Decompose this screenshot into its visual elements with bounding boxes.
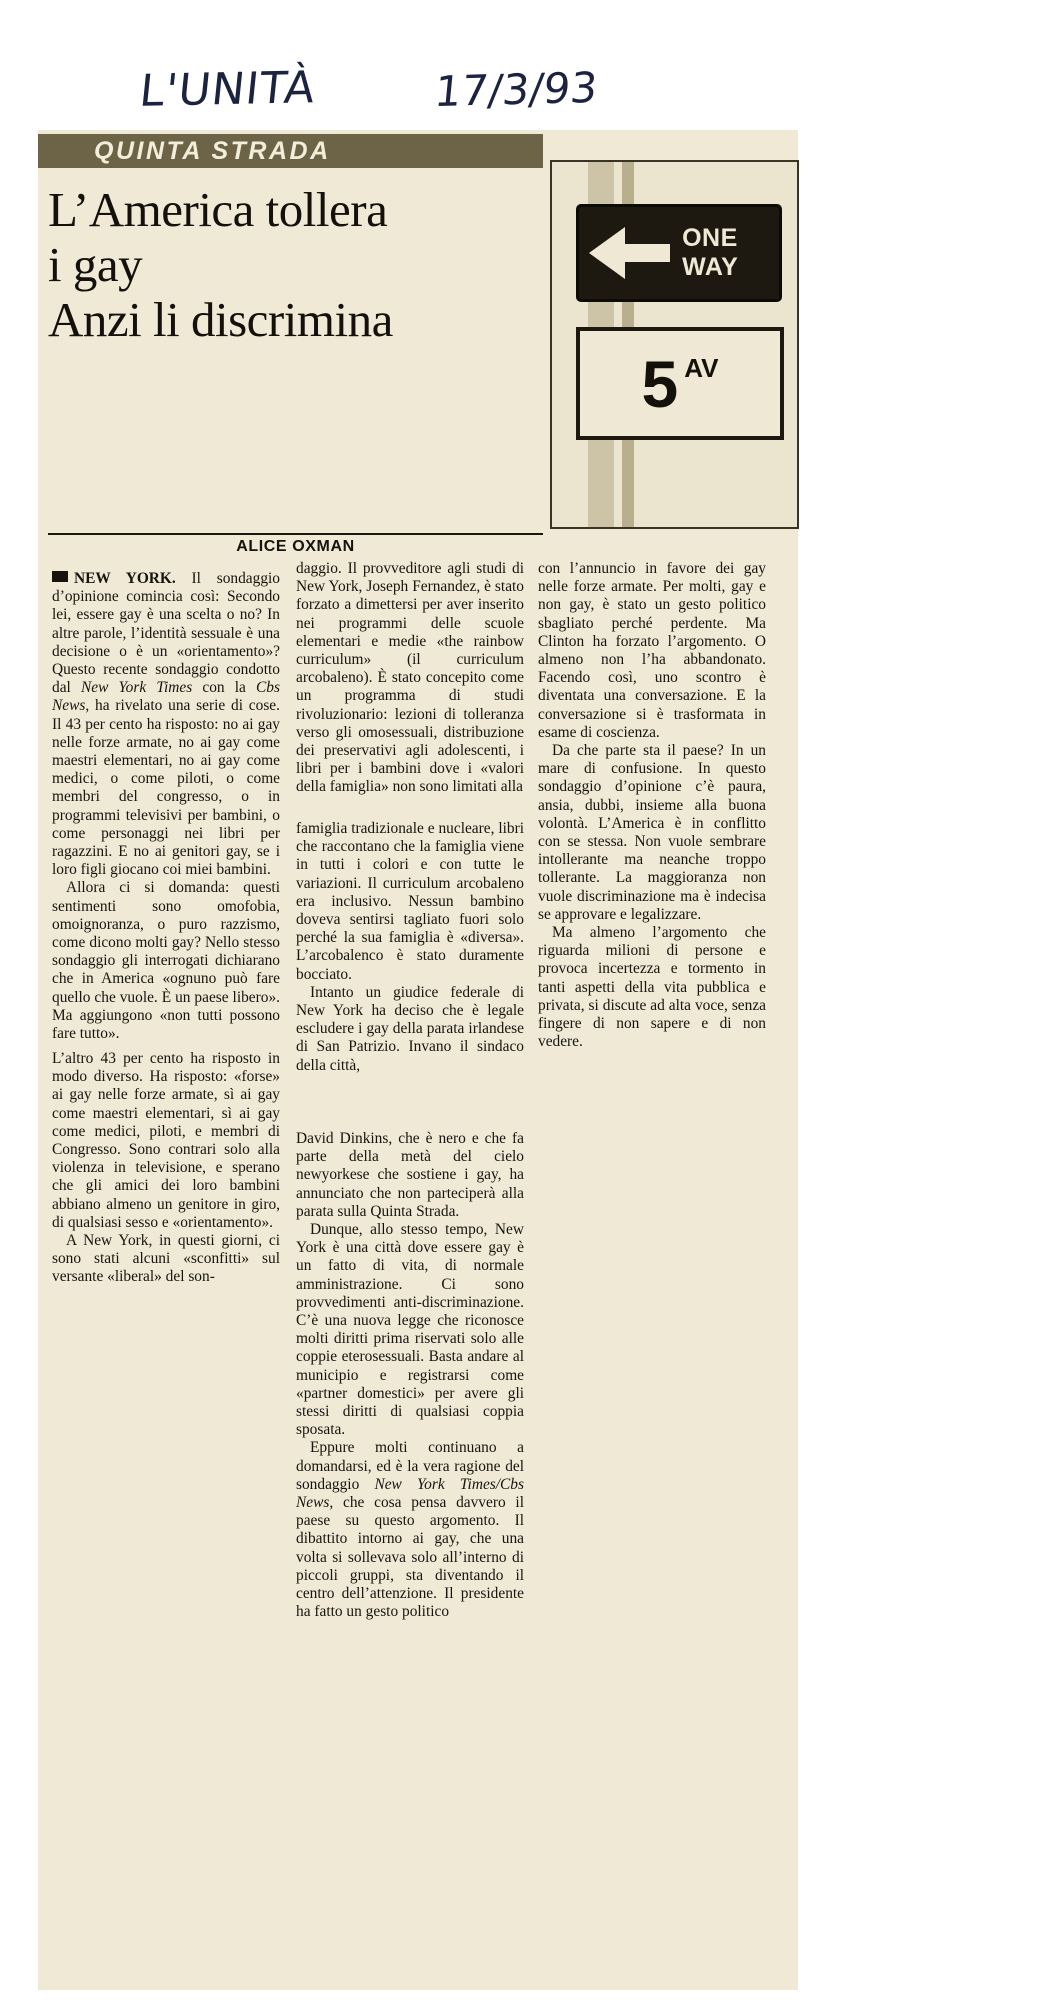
paragraph: A New York, in questi giorni, ci sono stati alcuni «sconfitti» sul versante «liberal» del son- — [52, 1232, 280, 1286]
headline-line-1: L’America tollera — [48, 182, 388, 237]
handwritten-annotation — [0, 52, 1050, 127]
article-column-1-lower — [52, 1050, 280, 1287]
one-way-sign — [576, 204, 782, 302]
avenue-suffix: AV — [684, 353, 719, 383]
article-column-2 — [296, 560, 524, 797]
paragraph: Intanto un giudice federale di New York ha deciso che è legale escludere i gay della parata irlandese di San Patrizio. Invano il sindaco della città, — [296, 983, 524, 1074]
byline: ALICE OXMAN — [236, 538, 355, 555]
paragraph: David Dinkins, che è nero e che fa parte della metà del cielo newyorkese che sostiene i gay, ha annunciato che non parteciperà alla parata sulla Quinta Strada. — [296, 1130, 524, 1220]
section-label: QUINTA STRADA — [94, 136, 331, 165]
paragraph: famiglia tradizionale e nucleare, libri che raccontano che la famiglia viene in tutti i colori e con tutte le variazioni. Il curriculum arcobaleno era inclusivo. Nessun bambino doveva sentirsi tagliato fuori solo perché la sua famiglia è «diversa». L’arcobalenco è stato duramente bocciato. — [296, 820, 524, 983]
handwritten-date: 17/3/93 — [432, 62, 600, 117]
headline-line-2: i gay — [48, 237, 143, 292]
paragraph: con l’annuncio in favore dei gay nelle forze armate. Per molti, gay e non gay, è stato un gesto politico sbagliato perché perdente. Ma Clinton ha forzato l’argomento. O almeno non l’ha abbandonato. Facendo così, uno scontro è diventata una conversazione. E la conversazione si è trasformata in esame di coscienza. — [538, 560, 766, 741]
dateline: NEW YORK. — [74, 570, 176, 587]
paragraph: L’altro 43 per cento ha risposto in modo diverso. Ha risposto: «forse» ai gay nelle forze armate, sì ai gay come maestri elementari, sì ai gay come medici, piloti, e membri di Congresso. Sono contrari solo alla violenza in televisione, e sperano che gli amici dei loro bambini abbiano almeno un genitore in giro, di qualsiasi sesso e «orientamento». — [52, 1050, 280, 1231]
section-masthead — [38, 134, 543, 168]
paragraph: Da che parte sta il paese? In un mare di confusione. In questo sondaggio d’opinione c’è paura, ansia, dubbi, insieme alla buona volontà. L’America è in conflitto con se stessa. Non vuole sembrare intollerante ma neanche troppo tollerante. La maggioranza non vuole discriminazione ma è indecisa se approvare e legalizzare. — [538, 742, 766, 923]
one-way-label: ONE WAY — [682, 224, 739, 281]
article-column-2-lower — [296, 1130, 524, 1621]
headline-line-3: Anzi li discrimina — [48, 292, 393, 347]
paragraph: Allora ci si domanda: questi sentimenti sono omofobia, omoignoranza, o puro razzismo, come dicono molti gay? Nello stesso sondaggio gli interrogati dichiarano che in America «ognuno può fare quello che vuole. È un paese libero». Ma aggiungono «non tutti possono fare tutto». — [52, 879, 280, 1043]
paragraph: NEW YORK. Il sondaggio d’opinione comincia così: Secondo lei, essere gay è una scelta o no? In altre parole, l’identità sessuale è una decisione o è un «orientamento»? Questo recente sondaggio condotto dal New York Times con la Cbs News, ha rivelato una serie di cose. Il 43 per cento ha risposto: no ai gay nelle forze armate, no ai gay come maestri elementari, no ai gay come medici, o come piloti, o come membri del congresso, o in programmi televisivi per bambini, o come personaggi nei libri per ragazzini. E no ai genitori gay, se i loro figli giocano coi miei bambini. — [52, 570, 280, 879]
paragraph: Dunque, allo stesso tempo, New York è una città dove essere gay è un fatto di vita, di normale amministrazione. Ci sono provvedimenti anti-discriminazione. C’è una nuova legge che riconosce molti diritti prima riservati solo alle coppie eterosessuali. Basta andare al municipio e registrarsi come «partner domestici» per avere gli stessi diritti di qualsiasi coppia sposata. — [296, 1221, 524, 1439]
left-arrow-tail-icon — [623, 244, 670, 262]
fifth-avenue-sign — [576, 327, 784, 440]
page-title — [48, 182, 548, 347]
byline-divider — [48, 533, 543, 535]
avenue-number: 5 — [641, 346, 679, 421]
article-column-3 — [538, 560, 766, 1051]
paragraph: Ma almeno l’argomento che riguarda milioni di persone e provoca incertezza e tormento in tanti aspetti della vita pubblica e privata, si discute ad alta voce, senza fingere di non sapere e di non vedere. — [538, 924, 766, 1051]
newspaper-clipping — [38, 130, 798, 1990]
paragraph: Eppure molti continuano a domandarsi, ed è la vera ragione del sondaggio New York Times/Cbs News, che cosa pensa davvero il paese su questo argomento. Il dibattito intorno ai gay, che una volta si sollevava solo all’interno di piccoli gruppi, sta diventando il centro dell’attenzione. Il presidente ha fatto un gesto politico — [296, 1439, 524, 1621]
left-arrow-icon — [589, 227, 625, 279]
handwritten-publication-name: L'UNITÀ — [137, 62, 319, 117]
article-column-1 — [52, 570, 280, 1043]
dingbat-square-icon — [52, 571, 68, 582]
article-column-2-middle — [296, 820, 524, 1075]
road-sign-illustration — [550, 160, 799, 529]
paragraph: daggio. Il provveditore agli studi di New York, Joseph Fernandez, è stato forzato a dimettersi per aver inserito nei programmi delle scuole elementari e medie «the rainbow curriculum» (il curriculum arcobaleno). È stato concepito come un programma di studi rivoluzionario: lezioni di tolleranza verso gli omosessuali, distribuzione dei preservativi agli adolescenti, i libri per i bambini dove i «valori della famiglia» non sono limitati alla — [296, 560, 524, 796]
